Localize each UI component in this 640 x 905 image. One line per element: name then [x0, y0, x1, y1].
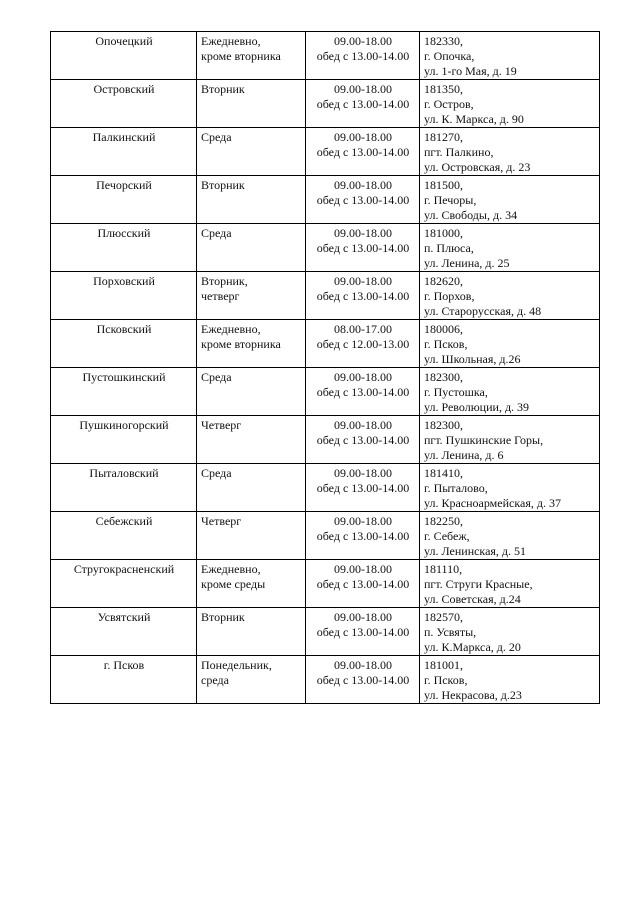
working-hours-cell: 09.00-18.00 обед с 13.00-14.00: [306, 464, 420, 512]
table-row: [51, 176, 600, 224]
reception-days-cell: Ежедневно, кроме среды: [197, 560, 306, 608]
address-cell: 181110, пгт. Струги Красные, ул. Советская, д.24: [420, 560, 600, 608]
reception-days-cell: Четверг: [197, 416, 306, 464]
working-hours-cell: 09.00-18.00 обед с 13.00-14.00: [306, 416, 420, 464]
working-hours-cell: 09.00-18.00 обед с 13.00-14.00: [306, 608, 420, 656]
reception-days-cell: Вторник, четверг: [197, 272, 306, 320]
reception-days-cell: Вторник: [197, 176, 306, 224]
table-row: [51, 272, 600, 320]
address-cell: 181410, г. Пыталово, ул. Красноармейская, д. 37: [420, 464, 600, 512]
table-row: [51, 32, 600, 80]
table-row: [51, 224, 600, 272]
district-cell: г. Псков: [51, 656, 197, 704]
reception-days-cell: Понедельник, среда: [197, 656, 306, 704]
address-cell: 181001, г. Псков, ул. Некрасова, д.23: [420, 656, 600, 704]
table-row: [51, 512, 600, 560]
reception-days-cell: Среда: [197, 224, 306, 272]
schedule-table: [50, 31, 600, 704]
address-cell: 182250, г. Себеж, ул. Ленинская, д. 51: [420, 512, 600, 560]
table-row: [51, 368, 600, 416]
address-cell: 182570, п. Усвяты, ул. К.Маркса, д. 20: [420, 608, 600, 656]
address-cell: 181270, пгт. Палкино, ул. Островская, д. 23: [420, 128, 600, 176]
district-cell: Пушкиногорский: [51, 416, 197, 464]
district-cell: Себежский: [51, 512, 197, 560]
working-hours-cell: 09.00-18.00 обед с 13.00-14.00: [306, 32, 420, 80]
reception-days-cell: Среда: [197, 128, 306, 176]
address-cell: 181000, п. Плюса, ул. Ленина, д. 25: [420, 224, 600, 272]
table-row: [51, 128, 600, 176]
working-hours-cell: 09.00-18.00 обед с 13.00-14.00: [306, 176, 420, 224]
district-cell: Опочецкий: [51, 32, 197, 80]
working-hours-cell: 09.00-18.00 обед с 13.00-14.00: [306, 80, 420, 128]
working-hours-cell: 08.00-17.00 обед с 12.00-13.00: [306, 320, 420, 368]
working-hours-cell: 09.00-18.00 обед с 13.00-14.00: [306, 272, 420, 320]
working-hours-cell: 09.00-18.00 обед с 13.00-14.00: [306, 656, 420, 704]
reception-days-cell: Среда: [197, 368, 306, 416]
working-hours-cell: 09.00-18.00 обед с 13.00-14.00: [306, 128, 420, 176]
district-cell: Усвятский: [51, 608, 197, 656]
address-cell: 181350, г. Остров, ул. К. Маркса, д. 90: [420, 80, 600, 128]
district-cell: Пустошкинский: [51, 368, 197, 416]
reception-days-cell: Ежедневно, кроме вторника: [197, 320, 306, 368]
district-cell: Островский: [51, 80, 197, 128]
address-cell: 182620, г. Порхов, ул. Старорусская, д. 48: [420, 272, 600, 320]
reception-days-cell: Вторник: [197, 608, 306, 656]
district-cell: Псковский: [51, 320, 197, 368]
working-hours-cell: 09.00-18.00 обед с 13.00-14.00: [306, 560, 420, 608]
table-row: [51, 320, 600, 368]
district-cell: Порховский: [51, 272, 197, 320]
district-cell: Печорский: [51, 176, 197, 224]
address-cell: 181500, г. Печоры, ул. Свободы, д. 34: [420, 176, 600, 224]
address-cell: 180006, г. Псков, ул. Школьная, д.26: [420, 320, 600, 368]
district-cell: Пыталовский: [51, 464, 197, 512]
reception-days-cell: Четверг: [197, 512, 306, 560]
address-cell: 182300, г. Пустошка, ул. Революции, д. 39: [420, 368, 600, 416]
district-cell: Палкинский: [51, 128, 197, 176]
table-row: [51, 464, 600, 512]
address-cell: 182300, пгт. Пушкинские Горы, ул. Ленина, д. 6: [420, 416, 600, 464]
district-cell: Стругокрасненский: [51, 560, 197, 608]
reception-days-cell: Ежедневно, кроме вторника: [197, 32, 306, 80]
reception-days-cell: Вторник: [197, 80, 306, 128]
table-row: [51, 656, 600, 704]
district-cell: Плюсский: [51, 224, 197, 272]
working-hours-cell: 09.00-18.00 обед с 13.00-14.00: [306, 368, 420, 416]
working-hours-cell: 09.00-18.00 обед с 13.00-14.00: [306, 512, 420, 560]
address-cell: 182330, г. Опочка, ул. 1-го Мая, д. 19: [420, 32, 600, 80]
working-hours-cell: 09.00-18.00 обед с 13.00-14.00: [306, 224, 420, 272]
reception-days-cell: Среда: [197, 464, 306, 512]
table-row: [51, 608, 600, 656]
table-row: [51, 80, 600, 128]
table-body: [51, 32, 600, 704]
table-row: [51, 560, 600, 608]
table-row: [51, 416, 600, 464]
